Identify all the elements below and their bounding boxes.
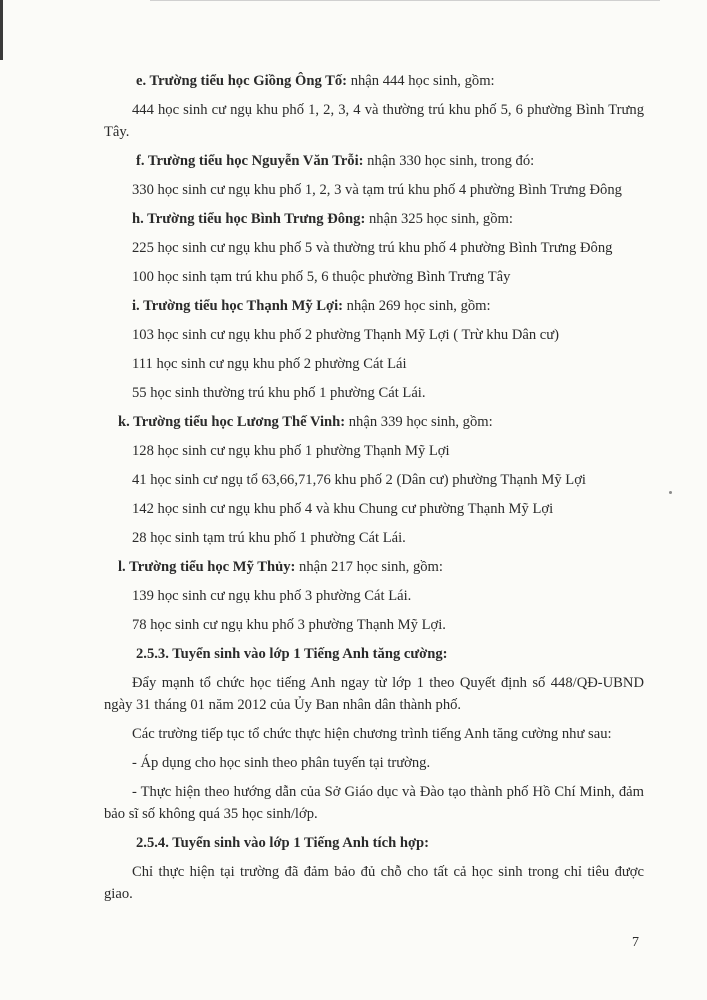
scan-top-rule — [150, 0, 660, 1]
list-item: 225 học sinh cư ngụ khu phố 5 và thường trú khu phố 4 phường Bình Trưng Đông — [132, 240, 613, 256]
list-item: 111 học sinh cư ngụ khu phố 2 phường Cát Lái — [132, 356, 407, 372]
list-item: 100 học sinh tạm trú khu phố 5, 6 thuộc phường Bình Trưng Tây — [132, 269, 511, 285]
list-item: 78 học sinh cư ngụ khu phố 3 phường Thạnh Mỹ Lợi. — [132, 617, 446, 633]
list-item: 28 học sinh tạm trú khu phố 1 phường Cát Lái. — [132, 530, 406, 546]
paragraph: Đẩy mạnh tổ chức học tiếng Anh ngay từ lớp 1 theo Quyết định số 448/QĐ-UBND ngày 31 tháng 01 năm 2012 của Ủy Ban nhân dân thành phố. — [104, 675, 644, 713]
list-item: 55 học sinh thường trú khu phố 1 phường Cát Lái. — [132, 385, 426, 401]
list-item: 444 học sinh cư ngụ khu phố 1, 2, 3, 4 và thường trú khu phố 5, 6 phường Bình Trưng Tây. — [104, 102, 644, 140]
paragraph: - Thực hiện theo hướng dẫn của Sở Giáo dục và Đào tạo thành phố Hồ Chí Minh, đảm bảo sĩ số không quá 35 học sinh/lớp. — [104, 784, 644, 822]
document-body — [104, 70, 644, 912]
list-item: 41 học sinh cư ngụ tổ 63,66,71,76 khu phố 2 (Dân cư) phường Thạnh Mỹ Lợi — [132, 472, 586, 488]
list-item: 330 học sinh cư ngụ khu phố 1, 2, 3 và tạm trú khu phố 4 phường Bình Trưng Đông — [132, 182, 622, 198]
section-f-heading: f. Trường tiểu học Nguyễn Văn Trỗi: nhận 330 học sinh, trong đó: — [136, 153, 535, 169]
section-k-heading: k. Trường tiểu học Lương Thế Vinh: nhận 339 học sinh, gồm: — [118, 414, 493, 430]
scan-edge-mark — [0, 0, 3, 60]
paragraph: Các trường tiếp tục tổ chức thực hiện chương trình tiếng Anh tăng cường như sau: — [132, 726, 612, 742]
list-item: 139 học sinh cư ngụ khu phố 3 phường Cát Lái. — [132, 588, 412, 604]
section-254-heading: 2.5.4. Tuyển sinh vào lớp 1 Tiếng Anh tích hợp: — [136, 835, 430, 851]
section-i-heading: i. Trường tiểu học Thạnh Mỹ Lợi: nhận 269 học sinh, gồm: — [132, 298, 491, 314]
list-item: 128 học sinh cư ngụ khu phố 1 phường Thạnh Mỹ Lợi — [132, 443, 450, 459]
list-item: 142 học sinh cư ngụ khu phố 4 và khu Chung cư phường Thạnh Mỹ Lợi — [132, 501, 554, 517]
scan-speck — [669, 491, 672, 494]
paragraph: Chỉ thực hiện tại trường đã đảm bảo đủ chỗ cho tất cả học sinh trong chỉ tiêu được giao. — [104, 864, 644, 902]
list-item: 103 học sinh cư ngụ khu phố 2 phường Thạnh Mỹ Lợi ( Trừ khu Dân cư) — [132, 327, 560, 343]
section-h-heading: h. Trường tiểu học Bình Trưng Đông: nhận 325 học sinh, gồm: — [132, 211, 513, 227]
section-l-heading: l. Trường tiểu học Mỹ Thủy: nhận 217 học sinh, gồm: — [118, 559, 443, 575]
section-253-heading: 2.5.3. Tuyển sinh vào lớp 1 Tiếng Anh tăng cường: — [136, 646, 448, 662]
section-e-heading: e. Trường tiểu học Giồng Ông Tố: nhận 444 học sinh, gồm: — [136, 73, 495, 89]
page-number: 7 — [632, 935, 639, 950]
paragraph: - Áp dụng cho học sinh theo phân tuyến tại trường. — [132, 755, 431, 771]
